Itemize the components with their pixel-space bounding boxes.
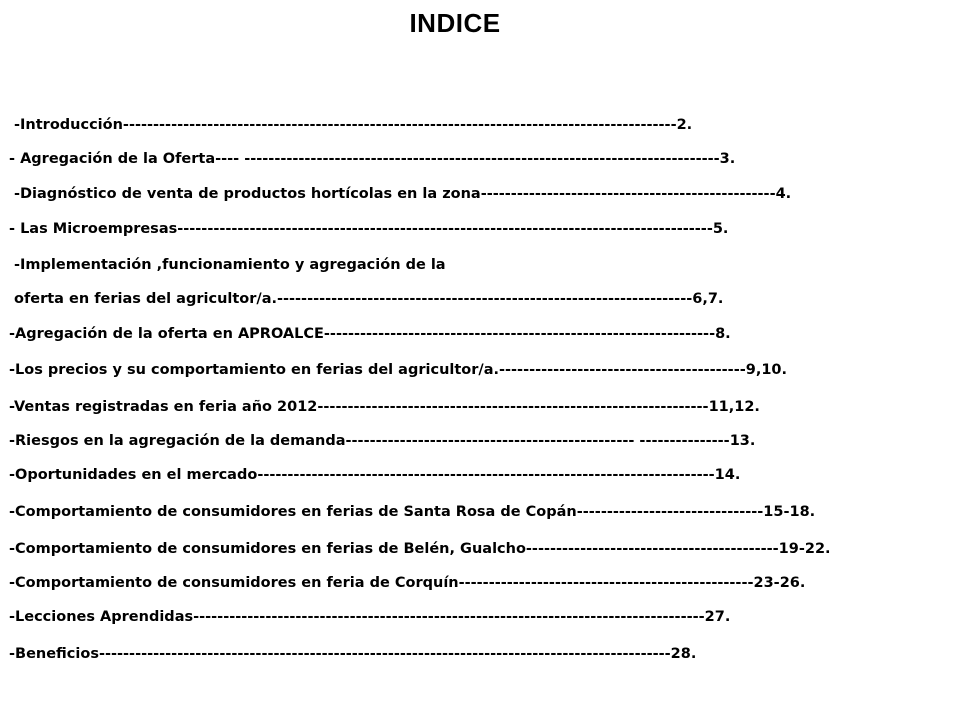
toc-entry-riesgos: -Riesgos en la agregación de la demanda------------------------------------------------ ---------------13.	[9, 433, 756, 449]
toc-entry-implementacion-cont: oferta en ferias del agricultor/a.---------------------------------------------------------------------6,7.	[14, 291, 724, 307]
toc-entry-santa-rosa: -Comportamiento de consumidores en ferias de Santa Rosa de Copán-------------------------------15-18.	[9, 504, 816, 520]
page-title: INDICE	[409, 8, 501, 38]
toc-entry-aproalce: -Agregación de la oferta en APROALCE-----------------------------------------------------------------8.	[9, 326, 731, 342]
toc-entry-agregacion-oferta: - Agregación de la Oferta---- -------------------------------------------------------------------------------3.	[9, 151, 736, 167]
toc-entry-ventas: -Ventas registradas en feria año 2012-----------------------------------------------------------------11,12.	[9, 399, 760, 415]
toc-entry-lecciones: -Lecciones Aprendidas-------------------------------------------------------------------------------------27.	[9, 609, 731, 625]
toc-entry-microempresas: - Las Microempresas-----------------------------------------------------------------------------------------5.	[9, 221, 729, 237]
toc-entry-implementacion: -Implementación ,funcionamiento y agregación de la	[14, 257, 446, 273]
toc-entry-corquin: -Comportamiento de consumidores en feria de Corquín-------------------------------------------------23-26.	[9, 575, 806, 591]
toc-entry-precios: -Los precios y su comportamiento en ferias del agricultor/a.-----------------------------------------9,10.	[9, 362, 788, 378]
toc-entry-introduccion: -Introducción--------------------------------------------------------------------------------------------2.	[14, 117, 693, 133]
toc-entry-beneficios: -Beneficios-----------------------------------------------------------------------------------------------28.	[9, 646, 697, 662]
toc-entry-belen: -Comportamiento de consumidores en ferias de Belén, Gualcho------------------------------------------19-22.	[9, 541, 831, 557]
toc-entry-oportunidades: -Oportunidades en el mercado----------------------------------------------------------------------------14.	[9, 467, 741, 483]
toc-entry-diagnostico: -Diagnóstico de venta de productos hortícolas en la zona-------------------------------------------------4.	[14, 186, 792, 202]
